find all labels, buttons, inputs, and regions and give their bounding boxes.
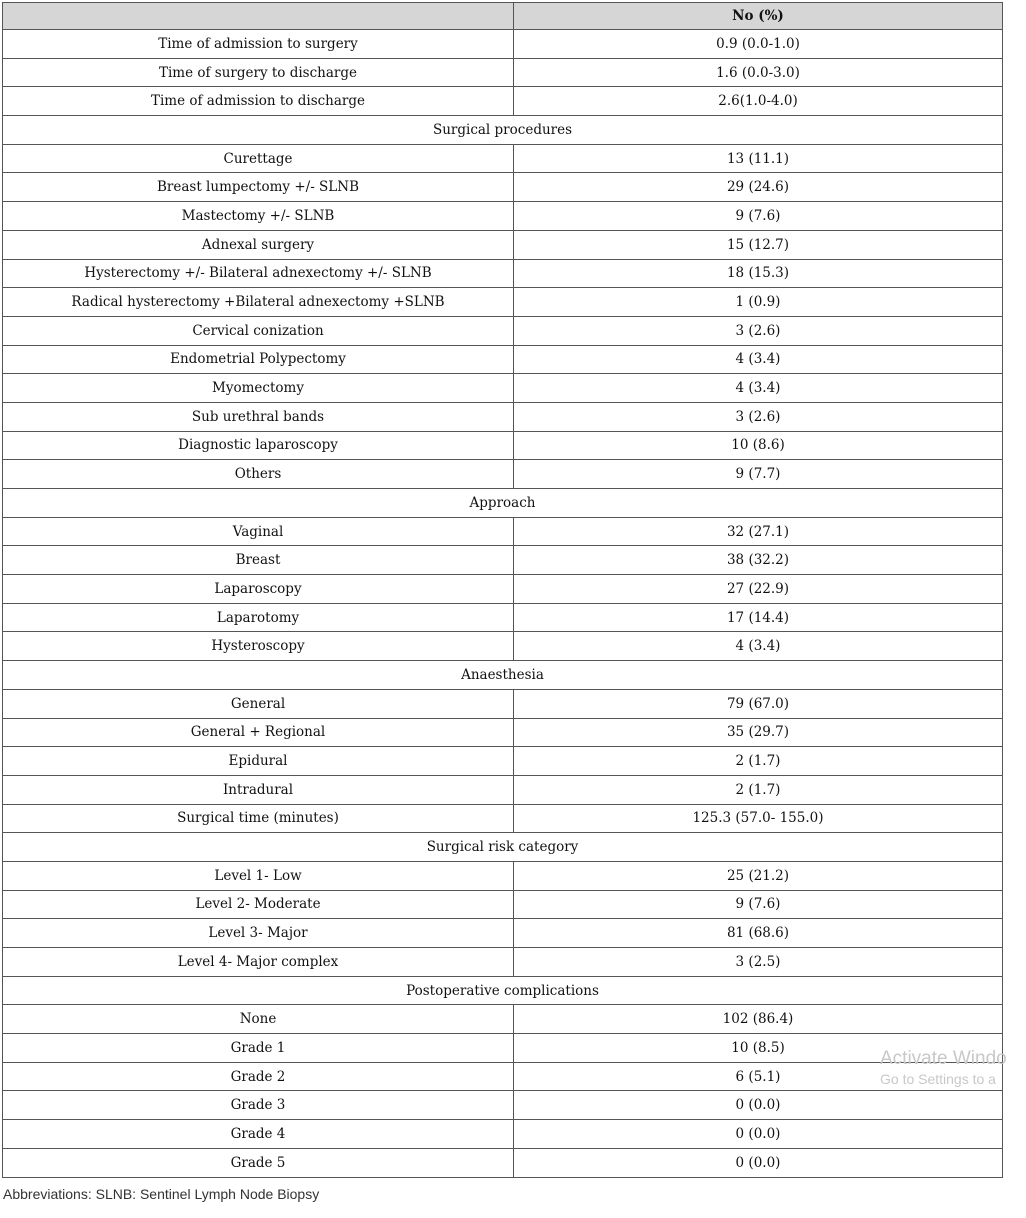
section-heading: Approach	[3, 489, 1003, 518]
row-value: 81 (68.6)	[514, 919, 1003, 948]
row-label: Grade 1	[3, 1034, 514, 1063]
row-label: Breast	[3, 546, 514, 575]
table-row	[3, 546, 1003, 575]
table-section-row	[3, 116, 1003, 145]
row-value: 25 (21.2)	[514, 861, 1003, 890]
row-value: 29 (24.6)	[514, 173, 1003, 202]
row-value: 0.9 (0.0-1.0)	[514, 30, 1003, 59]
row-label: Level 3- Major	[3, 919, 514, 948]
row-value: 0 (0.0)	[514, 1091, 1003, 1120]
row-value: 79 (67.0)	[514, 689, 1003, 718]
row-value: 13 (11.1)	[514, 144, 1003, 173]
row-label: Adnexal surgery	[3, 230, 514, 259]
watermark-title: Activate Windo	[880, 1048, 1007, 1069]
row-label: Laparoscopy	[3, 575, 514, 604]
table-row	[3, 1091, 1003, 1120]
row-value: 6 (5.1)	[514, 1062, 1003, 1091]
row-value: 32 (27.1)	[514, 517, 1003, 546]
table-row	[3, 1005, 1003, 1034]
section-heading: Anaesthesia	[3, 661, 1003, 690]
table-row	[3, 689, 1003, 718]
row-value: 3 (2.6)	[514, 402, 1003, 431]
row-label: Grade 2	[3, 1062, 514, 1091]
row-label: Level 1- Low	[3, 861, 514, 890]
table-row	[3, 402, 1003, 431]
row-label: Intradural	[3, 775, 514, 804]
table-row	[3, 718, 1003, 747]
table-row	[3, 460, 1003, 489]
row-label: General + Regional	[3, 718, 514, 747]
row-label: Laparotomy	[3, 603, 514, 632]
row-label: Cervical conization	[3, 316, 514, 345]
table-row	[3, 517, 1003, 546]
table-row	[3, 1062, 1003, 1091]
row-value: 10 (8.5)	[514, 1034, 1003, 1063]
table-row	[3, 919, 1003, 948]
row-value: 2 (1.7)	[514, 747, 1003, 776]
table-section-row	[3, 976, 1003, 1005]
row-label: Diagnostic laparoscopy	[3, 431, 514, 460]
row-label: Radical hysterectomy +Bilateral adnexectomy +SLNB	[3, 288, 514, 317]
table-section-row	[3, 833, 1003, 862]
row-label: Surgical time (minutes)	[3, 804, 514, 833]
row-value: 3 (2.6)	[514, 316, 1003, 345]
table-row	[3, 87, 1003, 116]
row-value: 27 (22.9)	[514, 575, 1003, 604]
table-row	[3, 948, 1003, 977]
row-label: Breast lumpectomy +/- SLNB	[3, 173, 514, 202]
table-row	[3, 202, 1003, 231]
row-label: Hysteroscopy	[3, 632, 514, 661]
table-row	[3, 1034, 1003, 1063]
header-label-column	[3, 3, 514, 30]
results-table	[2, 2, 1003, 1178]
table-row	[3, 575, 1003, 604]
row-value: 1.6 (0.0-3.0)	[514, 58, 1003, 87]
row-value: 9 (7.6)	[514, 890, 1003, 919]
table-row	[3, 431, 1003, 460]
row-value: 125.3 (57.0- 155.0)	[514, 804, 1003, 833]
row-label: Time of surgery to discharge	[3, 58, 514, 87]
table-row	[3, 374, 1003, 403]
row-label: Mastectomy +/- SLNB	[3, 202, 514, 231]
row-label: Time of admission to discharge	[3, 87, 514, 116]
table-row	[3, 259, 1003, 288]
row-label: Epidural	[3, 747, 514, 776]
row-label: Sub urethral bands	[3, 402, 514, 431]
table-row	[3, 288, 1003, 317]
row-label: None	[3, 1005, 514, 1034]
table-row	[3, 632, 1003, 661]
section-heading: Surgical risk category	[3, 833, 1003, 862]
row-value: 10 (8.6)	[514, 431, 1003, 460]
abbreviations-footnote: Abbreviations: SLNB: Sentinel Lymph Node Biopsy	[3, 1186, 320, 1202]
watermark-subtitle: Go to Settings to a	[880, 1071, 996, 1087]
row-value: 4 (3.4)	[514, 345, 1003, 374]
table-section-row	[3, 489, 1003, 518]
row-label: Time of admission to surgery	[3, 30, 514, 59]
row-label: Vaginal	[3, 517, 514, 546]
header-value-column: No (%)	[514, 3, 1003, 30]
row-label: Hysterectomy +/- Bilateral adnexectomy +/- SLNB	[3, 259, 514, 288]
table-header-row	[3, 3, 1003, 30]
row-label: Curettage	[3, 144, 514, 173]
table-row	[3, 804, 1003, 833]
row-value: 17 (14.4)	[514, 603, 1003, 632]
row-value: 1 (0.9)	[514, 288, 1003, 317]
table-row	[3, 890, 1003, 919]
row-value: 4 (3.4)	[514, 632, 1003, 661]
row-label: Level 4- Major complex	[3, 948, 514, 977]
table-row	[3, 316, 1003, 345]
row-label: Grade 4	[3, 1120, 514, 1149]
table-row	[3, 230, 1003, 259]
activate-windows-watermark	[880, 1048, 1026, 1096]
table-row	[3, 1148, 1003, 1177]
row-value: 0 (0.0)	[514, 1120, 1003, 1149]
row-value: 18 (15.3)	[514, 259, 1003, 288]
section-heading: Postoperative complications	[3, 976, 1003, 1005]
table-row	[3, 775, 1003, 804]
section-heading: Surgical procedures	[3, 116, 1003, 145]
row-value: 4 (3.4)	[514, 374, 1003, 403]
row-value: 2 (1.7)	[514, 775, 1003, 804]
row-value: 35 (29.7)	[514, 718, 1003, 747]
row-value: 9 (7.7)	[514, 460, 1003, 489]
row-value: 3 (2.5)	[514, 948, 1003, 977]
table-row	[3, 30, 1003, 59]
table-row	[3, 173, 1003, 202]
table-body	[3, 30, 1003, 1178]
table-row	[3, 747, 1003, 776]
row-value: 15 (12.7)	[514, 230, 1003, 259]
row-value: 9 (7.6)	[514, 202, 1003, 231]
table-row	[3, 345, 1003, 374]
row-label: Myomectomy	[3, 374, 514, 403]
row-value: 102 (86.4)	[514, 1005, 1003, 1034]
row-label: Grade 5	[3, 1148, 514, 1177]
row-value: 2.6(1.0-4.0)	[514, 87, 1003, 116]
table-row	[3, 861, 1003, 890]
table-section-row	[3, 661, 1003, 690]
row-label: Level 2- Moderate	[3, 890, 514, 919]
table-row	[3, 144, 1003, 173]
table-row	[3, 1120, 1003, 1149]
row-value: 0 (0.0)	[514, 1148, 1003, 1177]
row-label: Grade 3	[3, 1091, 514, 1120]
table-row	[3, 603, 1003, 632]
row-value: 38 (32.2)	[514, 546, 1003, 575]
row-label: Others	[3, 460, 514, 489]
table-row	[3, 58, 1003, 87]
row-label: General	[3, 689, 514, 718]
row-label: Endometrial Polypectomy	[3, 345, 514, 374]
